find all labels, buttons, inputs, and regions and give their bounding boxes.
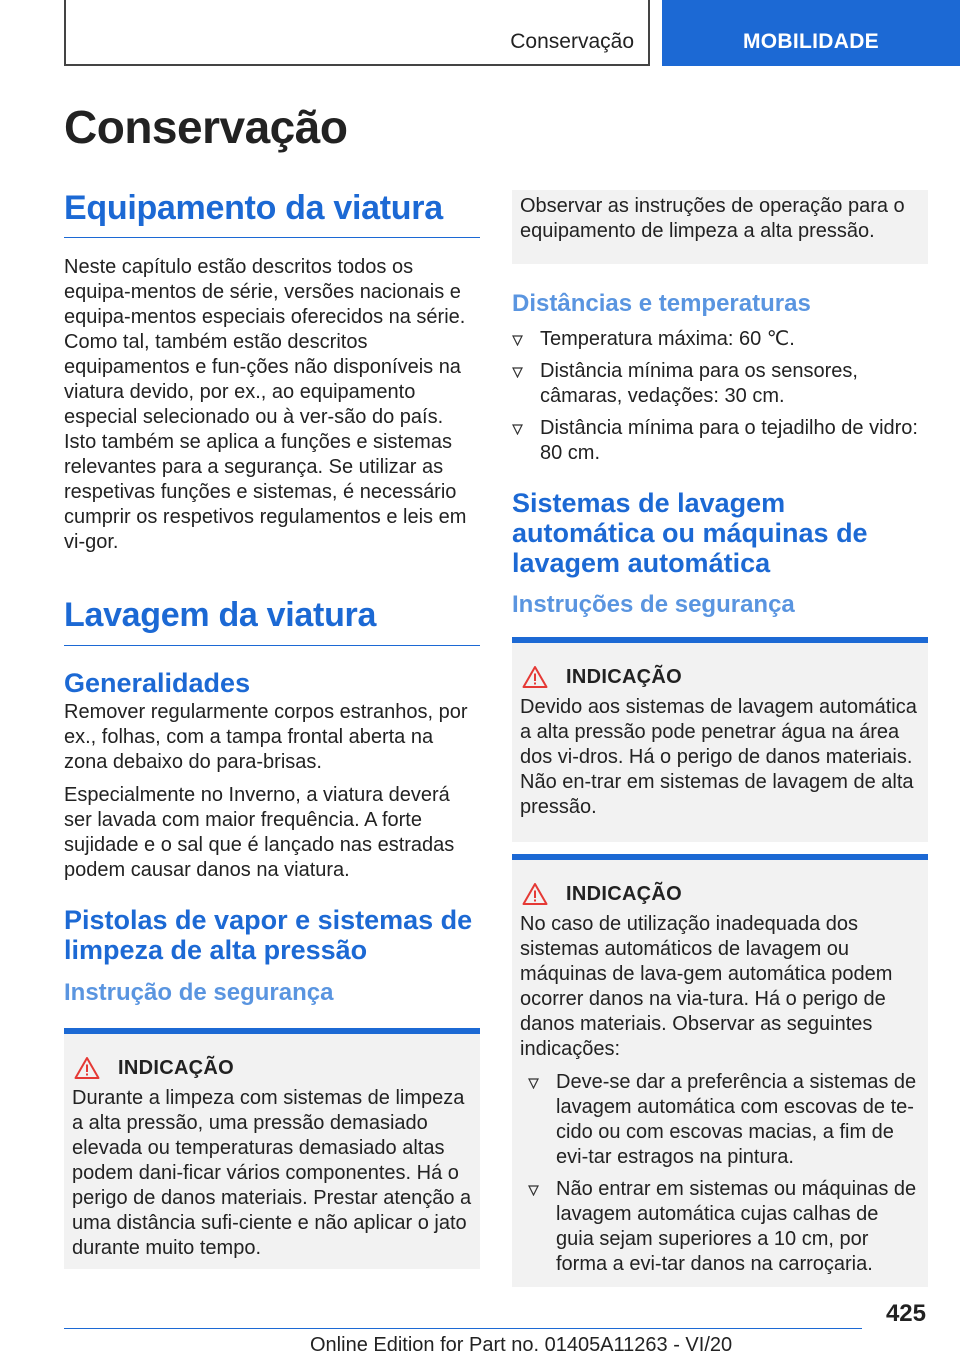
note-text: Observar as instruções de operação para o equipamento de limpeza a alta pressão. bbox=[520, 195, 905, 242]
steam-cleaner-heading: Pistolas de vapor e sistemas de limpeza de alta pressão bbox=[64, 905, 473, 966]
warning-title: INDICAÇÃO bbox=[566, 665, 683, 688]
list-item-text: Distância mínima para os sensores, câmaras, vedações: 30 cm. bbox=[540, 359, 858, 407]
right-column bbox=[512, 190, 928, 1287]
warning-box bbox=[64, 1028, 480, 1269]
list-item-text: Não entrar em sistemas ou máquinas de lavagem automática cujas calhas de guia sejam superiores a 10 cm, por forma a evi-tar danos na carroçaria. bbox=[556, 1178, 917, 1276]
safety-instructions-heading: Instruções de segurança bbox=[512, 590, 795, 618]
list-item bbox=[512, 416, 928, 466]
warning-title: INDICAÇÃO bbox=[566, 882, 683, 905]
list-item bbox=[528, 1070, 920, 1170]
warning-list bbox=[520, 1070, 920, 1277]
page-number: 425 bbox=[885, 1300, 926, 1327]
warning-header bbox=[72, 1056, 472, 1080]
warning-header bbox=[520, 882, 920, 906]
general-heading: Generalidades bbox=[64, 667, 251, 698]
warning-triangle-icon bbox=[522, 882, 548, 906]
warning-box bbox=[512, 637, 928, 842]
warning-text: Devido aos sistemas de lavagem automática a alta pressão pode penetrar água na área dos vi-dros. Há o perigo de danos materiais. Não en-trar em sistemas de lavagem de alta pressão. bbox=[520, 696, 917, 819]
warning-box bbox=[512, 854, 928, 1287]
list-item-text: Deve-se dar a preferência a sistemas de lavagem automática com escovas de te-cido ou com escovas macias, a fim de evi-tar estragos na pintura. bbox=[556, 1071, 917, 1169]
warning-triangle-icon bbox=[74, 1056, 100, 1080]
header-chapter-label: MOBILIDADE bbox=[743, 30, 879, 53]
distances-list bbox=[512, 327, 928, 466]
list-item bbox=[512, 327, 928, 352]
left-column bbox=[64, 190, 480, 1269]
list-item-text: Distância mínima para o tejadilho de vidro: 80 cm. bbox=[540, 416, 918, 464]
warning-text: Durante a limpeza com sistemas de limpeza a alta pressão, uma pressão demasiado elevada ou temperaturas demasiado altas podem dani-ficar vários componentes. Há o perigo de danos materiais. Prestar atenção a uma distância sufi-ciente e não aplicar o jato durante muito tempo. bbox=[72, 1087, 472, 1260]
distances-heading: Distâncias e temperaturas bbox=[512, 290, 811, 317]
safety-instruction-heading: Instrução de segurança bbox=[64, 979, 334, 1007]
warning-triangle-icon bbox=[522, 665, 548, 689]
warning-title: INDICAÇÃO bbox=[118, 1056, 235, 1079]
page-header bbox=[0, 0, 960, 66]
note-box bbox=[512, 190, 928, 264]
general-paragraph-2: Especialmente no Inverno, a viatura deverá ser lavada com maior frequência. A forte sujidade e o sal que é lançado nas estradas podem causar danos na viatura. bbox=[64, 784, 455, 882]
triangle-bullet-icon bbox=[512, 367, 523, 378]
triangle-bullet-icon bbox=[512, 335, 523, 346]
warning-text: No caso de utilização inadequada dos sistemas automáticos de lavagem ou máquinas de lava-gem automática podem ocorrer danos na via-tura. Há o perigo de danos materiais. Observar as seguintes indicações: bbox=[520, 913, 893, 1061]
header-section-box bbox=[64, 0, 650, 66]
warning-header bbox=[520, 665, 920, 689]
list-item-text: Temperatura máxima: 60 ℃. bbox=[540, 327, 795, 350]
header-chapter-tab[interactable] bbox=[662, 0, 960, 66]
header-section-title: Conservação bbox=[510, 30, 634, 53]
footer-edition: Online Edition for Part no. 01405A11263 - VI/20 bbox=[310, 1334, 733, 1356]
automatic-wash-heading: Sistemas de lavagem automática ou máquinas de lavagem automática bbox=[512, 487, 868, 579]
footer-divider bbox=[64, 1328, 862, 1329]
equipment-heading: Equipamento da viatura bbox=[64, 190, 480, 238]
list-item bbox=[528, 1177, 920, 1277]
list-item bbox=[512, 359, 928, 409]
triangle-bullet-icon bbox=[512, 424, 523, 435]
car-wash-heading: Lavagem da viatura bbox=[64, 597, 480, 645]
general-paragraph-1: Remover regularmente corpos estranhos, por ex., folhas, com a tampa frontal aberta na zona debaixo do para-brisas. bbox=[64, 701, 468, 774]
page-title: Conservação bbox=[64, 101, 348, 153]
triangle-bullet-icon bbox=[528, 1078, 539, 1089]
triangle-bullet-icon bbox=[528, 1185, 539, 1196]
equipment-text: Neste capítulo estão descritos todos os equipa-mentos de série, versões nacionais e equipa-mentos especiais oferecidos na série. Como tal, também estão descritos equipamentos e fun-ções não disponíveis na viatura devido, por ex., ao equipamento especial selecionado ou à ver-são do país. Isto também se aplica a funções e sistemas relevantes para a segurança. Se utilizar as respetivas funções e sistemas, é necessário cumprir os respetivos regulamentos e leis em vi-gor. bbox=[64, 256, 467, 554]
